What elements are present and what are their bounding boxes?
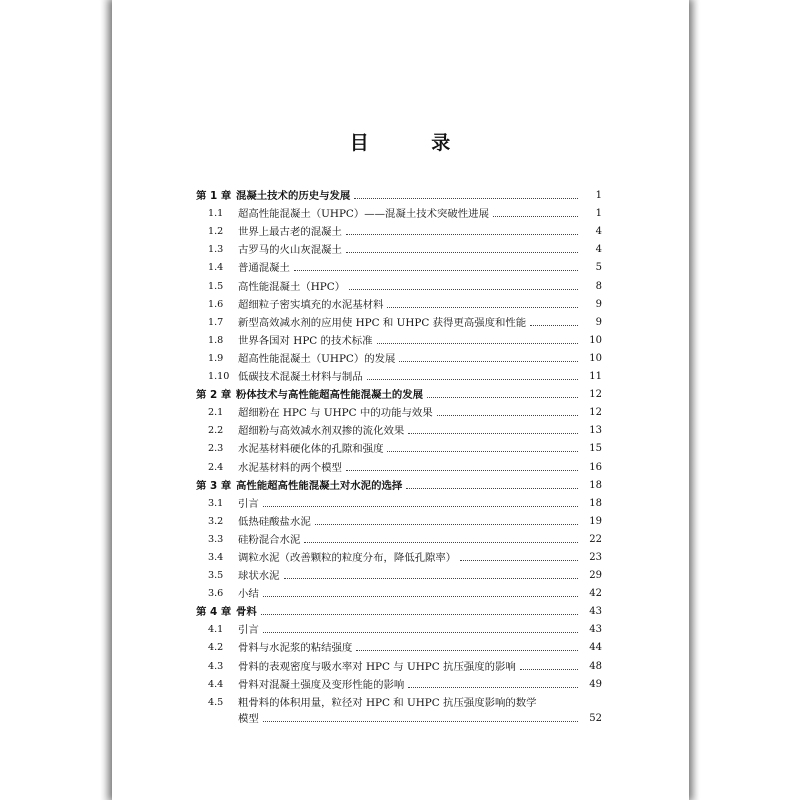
- toc-chapter-entry[interactable]: [196, 383, 602, 401]
- toc-entry-number: 3.2: [208, 515, 224, 527]
- toc-page-number: 10: [589, 334, 602, 346]
- dot-leader: [408, 433, 578, 434]
- toc-entry-number: 4.1: [208, 624, 224, 636]
- toc-chapter-entry[interactable]: [196, 184, 602, 202]
- toc-section-entry[interactable]: [196, 293, 602, 311]
- toc-entry-title: 世界各国对 HPC 的技术标准: [238, 334, 373, 347]
- toc-entry-number: 1.3: [208, 244, 224, 256]
- toc-section-entry[interactable]: [196, 546, 602, 564]
- toc-section-entry[interactable]: [196, 528, 602, 546]
- toc-page-number: 43: [589, 606, 602, 618]
- dot-leader: [406, 488, 578, 489]
- dot-leader: [263, 506, 578, 507]
- dot-leader: [387, 451, 578, 452]
- toc-page-number: 1: [595, 208, 602, 220]
- toc-page-number: 16: [589, 461, 602, 473]
- toc-entry-title: 粉体技术与高性能超高性能混凝土的发展: [236, 389, 424, 402]
- toc-section-entry[interactable]: [196, 492, 602, 510]
- toc-section-entry[interactable]: [196, 437, 602, 455]
- toc-entry-title: 引言: [238, 497, 259, 510]
- toc-section-entry[interactable]: [196, 274, 602, 292]
- toc-entry-title: 引言: [238, 624, 259, 637]
- dot-leader: [437, 415, 578, 416]
- toc-page-number: 1: [595, 190, 602, 202]
- dot-leader: [284, 578, 578, 579]
- toc-section-entry[interactable]: [196, 311, 602, 329]
- toc-entry-title: 骨料的表观密度与吸水率对 HPC 与 UHPC 抗压强度的影响: [238, 660, 516, 673]
- toc-chapter-entry[interactable]: [196, 474, 602, 492]
- toc-entry-title: 高性能超高性能混凝土对水泥的选择: [236, 479, 403, 492]
- toc-entry-title: 高性能混凝土（HPC）: [238, 280, 346, 293]
- toc-page-number: 8: [595, 280, 602, 292]
- toc-entry-title: 模型: [238, 712, 259, 725]
- toc-entry-number: 3.6: [208, 588, 224, 600]
- dot-leader: [349, 289, 578, 290]
- toc-section-entry[interactable]: [196, 618, 602, 636]
- toc-page-number: 10: [589, 352, 602, 364]
- toc-entry-number: 1.10: [208, 371, 230, 383]
- dot-leader: [346, 252, 578, 253]
- toc-section-entry[interactable]: [196, 709, 602, 725]
- toc-section-entry[interactable]: [196, 455, 602, 473]
- dot-leader: [530, 325, 578, 326]
- dot-leader: [367, 379, 578, 380]
- toc-entry-number: 4.4: [208, 678, 224, 690]
- toc-entry-number: 3.3: [208, 533, 224, 545]
- toc-section-entry[interactable]: [196, 238, 602, 256]
- toc-entry-title: 骨料与水泥浆的粘结强度: [238, 642, 353, 655]
- toc-section-entry[interactable]: [196, 202, 602, 220]
- toc-entry-number: 1.1: [208, 208, 224, 220]
- toc-page-number: 52: [589, 712, 602, 724]
- dot-leader: [387, 307, 578, 308]
- toc-entry-number: 2.4: [208, 461, 224, 473]
- dot-leader: [261, 614, 578, 615]
- toc-entry-number: 3.1: [208, 497, 224, 509]
- toc-entry-title: 低热硅酸盐水泥: [238, 515, 311, 528]
- toc-entry-number: 第 4 章: [196, 606, 232, 619]
- toc-entry-title: 球状水泥: [238, 570, 280, 583]
- toc-page-number: 49: [589, 678, 602, 690]
- toc-page-number: 9: [595, 298, 602, 310]
- toc-section-entry[interactable]: [196, 673, 602, 691]
- toc-section-entry[interactable]: [196, 564, 602, 582]
- toc-page-number: 43: [589, 624, 602, 636]
- toc-entry-title: 超细粉与高效减水剂双掺的流化效果: [238, 425, 405, 438]
- dot-leader: [520, 669, 578, 670]
- table-of-contents: [196, 184, 602, 725]
- toc-page-number: 9: [595, 316, 602, 328]
- dot-leader: [427, 397, 578, 398]
- toc-entry-title: 调粒水泥（改善颗粒的粒度分布，降低孔隙率）: [238, 551, 457, 564]
- toc-entry-title: 普通混凝土: [238, 262, 290, 275]
- toc-page-number: 48: [589, 660, 602, 672]
- toc-entry-title: 骨料: [236, 606, 257, 619]
- dot-leader: [304, 542, 578, 543]
- toc-section-entry[interactable]: [196, 691, 602, 709]
- toc-entry-title: 古罗马的火山灰混凝土: [238, 244, 342, 257]
- toc-page-number: 44: [589, 642, 602, 654]
- toc-entry-title: 低碳技术混凝土材料与制品: [238, 371, 363, 384]
- toc-section-entry[interactable]: [196, 510, 602, 528]
- toc-entry-title: 混凝土技术的历史与发展: [236, 190, 351, 203]
- toc-entry-number: 4.3: [208, 660, 224, 672]
- toc-entry-title: 水泥基材料的两个模型: [238, 461, 342, 474]
- toc-entry-number: 2.1: [208, 407, 224, 419]
- toc-entry-title: 世界上最古老的混凝土: [238, 226, 342, 239]
- toc-page-number: 11: [589, 371, 602, 383]
- toc-section-entry[interactable]: [196, 654, 602, 672]
- dot-leader: [356, 650, 578, 651]
- toc-section-entry[interactable]: [196, 220, 602, 238]
- dot-leader: [493, 216, 578, 217]
- toc-entry-number: 第 2 章: [196, 389, 232, 402]
- dot-leader: [399, 361, 578, 362]
- dot-leader: [263, 721, 578, 722]
- dot-leader: [294, 270, 578, 271]
- toc-entry-number: 第 3 章: [196, 479, 232, 492]
- toc-entry-number: 1.4: [208, 262, 224, 274]
- dot-leader: [315, 524, 578, 525]
- toc-entry-title: 超高性能混凝土（UHPC）的发展: [238, 352, 396, 365]
- dot-leader: [263, 632, 578, 633]
- toc-section-entry[interactable]: [196, 347, 602, 365]
- toc-entry-number: 1.8: [208, 334, 224, 346]
- toc-entry-title: 硅粉混合水泥: [238, 533, 301, 546]
- toc-page-number: 4: [595, 226, 602, 238]
- toc-page-number: 29: [589, 570, 602, 582]
- dot-leader: [460, 560, 578, 561]
- toc-page-number: 13: [589, 425, 602, 437]
- toc-section-entry[interactable]: [196, 256, 602, 274]
- toc-page-number: 42: [589, 588, 602, 600]
- toc-entry-number: 1.7: [208, 316, 224, 328]
- dot-leader: [263, 596, 578, 597]
- toc-section-entry[interactable]: [196, 419, 602, 437]
- toc-chapter-entry[interactable]: [196, 600, 602, 618]
- toc-entry-number: 1.5: [208, 280, 224, 292]
- toc-page-number: 15: [589, 443, 602, 455]
- toc-entry-title: 小结: [238, 588, 259, 601]
- toc-entry-number: 1.9: [208, 352, 224, 364]
- toc-entry-title: 粗骨料的体积用量，粒径对 HPC 和 UHPC 抗压强度影响的数学: [238, 696, 537, 709]
- toc-page-number: 12: [589, 389, 602, 401]
- toc-page-number: 5: [595, 262, 602, 274]
- dot-leader: [377, 343, 578, 344]
- toc-page-number: 23: [589, 551, 602, 563]
- toc-entry-title: 超细粒子密实填充的水泥基材料: [238, 298, 384, 311]
- toc-entry-title: 新型高效减水剂的应用使 HPC 和 UHPC 获得更高强度和性能: [238, 316, 527, 329]
- toc-entry-title: 骨料对混凝土强度及变形性能的影响: [238, 678, 405, 691]
- toc-page-number: 4: [595, 244, 602, 256]
- toc-section-entry[interactable]: [196, 401, 602, 419]
- toc-entry-title: 超高性能混凝土（UHPC）——混凝土技术突破性进展: [238, 208, 489, 221]
- toc-entry-number: 第 1 章: [196, 190, 232, 203]
- toc-entry-number: 2.3: [208, 443, 224, 455]
- toc-entry-number: 2.2: [208, 425, 224, 437]
- dot-leader: [346, 234, 578, 235]
- toc-page-number: 18: [589, 479, 602, 491]
- toc-entry-title: 水泥基材料硬化体的孔隙和强度: [238, 443, 384, 456]
- toc-entry-number: 4.2: [208, 642, 224, 654]
- toc-entry-title: 超细粉在 HPC 与 UHPC 中的功能与效果: [238, 407, 433, 420]
- toc-entry-number: 3.4: [208, 551, 224, 563]
- toc-page-number: 22: [589, 533, 602, 545]
- toc-section-entry[interactable]: [196, 329, 602, 347]
- toc-page-number: 12: [589, 407, 602, 419]
- dot-leader: [346, 470, 578, 471]
- dot-leader: [354, 198, 578, 199]
- toc-page-number: 18: [589, 497, 602, 509]
- toc-entry-number: 3.5: [208, 570, 224, 582]
- toc-entry-number: 4.5: [208, 696, 224, 708]
- dot-leader: [408, 687, 578, 688]
- toc-section-entry[interactable]: [196, 582, 602, 600]
- toc-page-number: 19: [589, 515, 602, 527]
- toc-section-entry[interactable]: [196, 365, 602, 383]
- toc-section-entry[interactable]: [196, 636, 602, 654]
- toc-entry-number: 1.6: [208, 298, 224, 310]
- page-title: 目 录: [349, 132, 479, 154]
- toc-entry-number: 1.2: [208, 226, 224, 238]
